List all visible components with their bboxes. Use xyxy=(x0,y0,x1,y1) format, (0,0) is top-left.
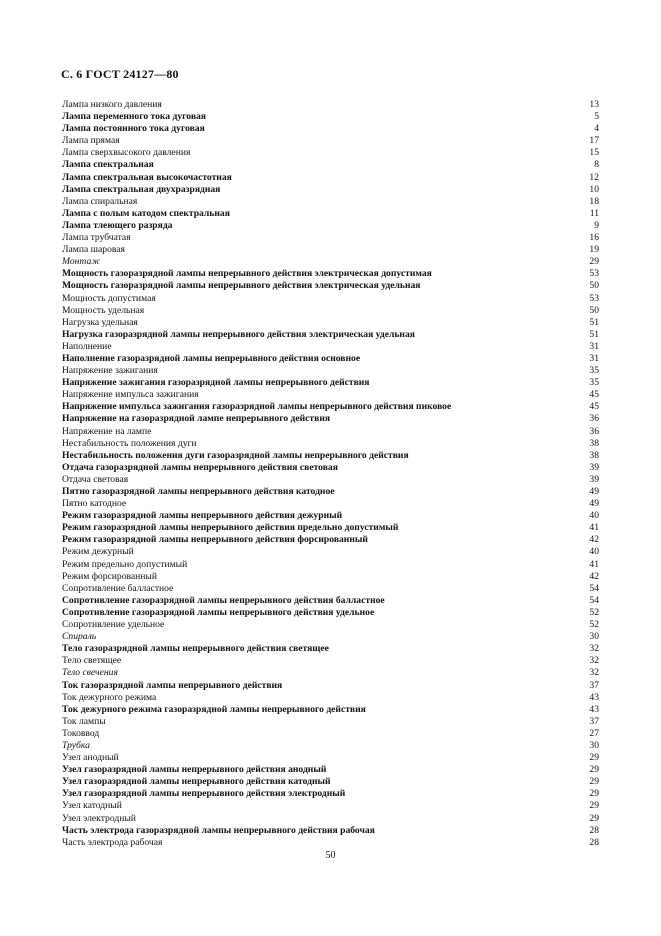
index-entry xyxy=(62,595,599,607)
index-entry xyxy=(62,99,599,111)
index-page-ref: 36 xyxy=(589,413,599,425)
index-term: Нестабильность положения дуги xyxy=(62,437,197,449)
index-page-ref: 27 xyxy=(589,727,599,739)
index-term: Лампа низкого давления xyxy=(62,99,162,110)
index-page-ref: 13 xyxy=(589,99,599,110)
index-term: Спираль xyxy=(62,631,97,643)
index-page-ref: 49 xyxy=(589,498,599,510)
index-term: Отдача световая xyxy=(62,473,129,485)
index-entry xyxy=(62,184,599,196)
index-term: Напряжение на лампе xyxy=(62,425,152,437)
index-page-ref: 52 xyxy=(589,606,599,618)
index-entry xyxy=(62,462,599,474)
page-header: С. 6 ГОСТ 24127—80 xyxy=(61,67,179,81)
index-entry xyxy=(62,704,599,716)
index-page-ref: 42 xyxy=(589,534,599,546)
index-page-ref: 36 xyxy=(589,425,599,437)
index-page-ref: 30 xyxy=(589,739,599,751)
index-page-ref: 19 xyxy=(589,244,599,256)
index-page-ref: 32 xyxy=(589,667,599,679)
index-page-ref: 40 xyxy=(589,546,599,558)
index-term: Лампа спектральная xyxy=(62,159,154,171)
index-term: Лампа тлеющего разряда xyxy=(62,219,173,231)
index-entry xyxy=(62,474,599,486)
index-entry xyxy=(62,716,599,728)
index-term: Часть электрода рабочая xyxy=(62,836,163,848)
index-entry xyxy=(62,305,599,317)
index-page-ref: 40 xyxy=(589,510,599,522)
index-term: Мощность допустимая xyxy=(62,292,156,304)
index-entry xyxy=(62,728,599,740)
index-entry xyxy=(62,438,599,450)
index-page-ref: 29 xyxy=(589,800,599,812)
index-entry xyxy=(62,244,599,256)
index-entry xyxy=(62,825,599,837)
index-term: Сопротивление балластное xyxy=(62,582,174,594)
index-term: Лампа прямая xyxy=(62,135,120,147)
index-term: Наполнение газоразрядной лампы непрерывного действия основное xyxy=(62,352,361,364)
index-term: Режим газоразрядной лампы непрерывного действия дежурный xyxy=(62,510,343,522)
index-entry xyxy=(62,365,599,377)
index-page-ref: 45 xyxy=(589,401,599,413)
index-term: Ток газоразрядной лампы непрерывного действия xyxy=(62,679,283,691)
index-term: Тело светящее xyxy=(62,655,122,667)
index-page-ref: 17 xyxy=(589,135,599,147)
index-term: Токоввод xyxy=(62,727,100,739)
index-entry xyxy=(62,510,599,522)
index-entry xyxy=(62,498,599,510)
index-term: Тело газоразрядной лампы непрерывного действия светящее xyxy=(62,643,329,655)
index-page-ref: 50 xyxy=(589,280,599,292)
index-entry xyxy=(62,196,599,208)
index-page-ref: 41 xyxy=(589,558,599,570)
index-term: Лампа переменного тока дуговая xyxy=(62,111,206,123)
index-term: Тело свечения xyxy=(62,667,118,679)
index-page-ref: 39 xyxy=(589,473,599,485)
index-page-ref: 29 xyxy=(589,812,599,824)
index-page-ref: 52 xyxy=(589,619,599,631)
index-page-ref: 51 xyxy=(589,316,599,328)
index-entry xyxy=(62,280,599,292)
index-term: Пятно газоразрядной лампы непрерывного действия катодное xyxy=(62,486,335,497)
index-term: Режим форсированный xyxy=(62,570,158,582)
index-page-ref: 38 xyxy=(589,449,599,461)
index-entry xyxy=(62,776,599,788)
page-number: 50 xyxy=(325,850,336,861)
index-entry xyxy=(62,329,599,341)
index-entry xyxy=(62,159,599,171)
index-term: Отдача газоразрядной лампы непрерывного действия световая xyxy=(62,461,338,473)
index-term: Мощность газоразрядной лампы непрерывного действия электрическая удельная xyxy=(62,280,421,292)
index-term: Напряжение на газоразрядной лампе непрерывного действия xyxy=(62,413,331,425)
index-entry xyxy=(62,389,599,401)
index-term: Узел анодный xyxy=(62,752,119,764)
index-term: Узел катодный xyxy=(62,800,122,812)
index-entry xyxy=(62,450,599,462)
index-entry xyxy=(62,208,599,220)
index-term: Напряжение импульса зажигания xyxy=(62,389,199,401)
index-entry xyxy=(62,135,599,147)
index-term: Трубка xyxy=(62,739,90,751)
index-term: Сопротивление удельное xyxy=(62,619,165,631)
index-term: Ток лампы xyxy=(62,715,106,727)
alphabetical-index xyxy=(62,99,599,849)
index-term: Лампа с полым катодом спектральная xyxy=(62,207,230,219)
index-entry xyxy=(62,220,599,232)
index-page-ref: 29 xyxy=(589,764,599,776)
index-term: Ток дежурного режима xyxy=(62,691,157,703)
index-entry xyxy=(62,401,599,413)
index-entry xyxy=(62,413,599,425)
index-term: Режим предельно допустимый xyxy=(62,558,188,570)
index-term: Нагрузка удельная xyxy=(62,316,138,328)
index-page-ref: 54 xyxy=(589,594,599,606)
index-page-ref: 15 xyxy=(589,147,599,159)
index-page-ref: 31 xyxy=(589,340,599,352)
index-term: Узел газоразрядной лампы непрерывного действия электродный xyxy=(62,788,346,800)
index-term: Лампа постоянного тока дуговая xyxy=(62,123,205,135)
index-term: Напряжение зажигания газоразрядной лампы непрерывного действия xyxy=(62,377,370,389)
index-page-ref: 37 xyxy=(589,679,599,691)
index-page-ref: 29 xyxy=(589,776,599,788)
index-entry xyxy=(62,619,599,631)
index-entry xyxy=(62,232,599,244)
index-term: Сопротивление газоразрядной лампы непрерывного действия балластное xyxy=(62,594,385,606)
index-entry xyxy=(62,559,599,571)
index-entry xyxy=(62,426,599,438)
index-entry xyxy=(62,293,599,305)
index-page-ref: 53 xyxy=(589,292,599,304)
index-entry xyxy=(62,571,599,583)
index-entry xyxy=(62,764,599,776)
index-page-ref: 28 xyxy=(589,824,599,836)
index-term: Нагрузка газоразрядной лампы непрерывного действия электрическая удельная xyxy=(62,328,415,340)
index-entry xyxy=(62,680,599,692)
index-entry xyxy=(62,522,599,534)
index-term: Наполнение xyxy=(62,340,112,352)
index-entry xyxy=(62,643,599,655)
index-term: Лампа спектральная двухразрядная xyxy=(62,183,221,195)
index-page-ref: 10 xyxy=(589,183,599,195)
index-page-ref: 35 xyxy=(589,377,599,389)
index-entry xyxy=(62,353,599,365)
index-entry xyxy=(62,740,599,752)
index-term: Нестабильность положения дуги газоразрядной лампы непрерывного действия xyxy=(62,449,409,461)
index-page-ref: 54 xyxy=(589,582,599,594)
index-term: Режим газоразрядной лампы непрерывного действия форсированный xyxy=(62,534,368,546)
index-term: Часть электрода газоразрядной лампы непрерывного действия рабочая xyxy=(62,824,375,836)
index-term: Режим дежурный xyxy=(62,546,134,558)
index-term: Лампа сверхвысокого давления xyxy=(62,147,191,159)
index-entry xyxy=(62,631,599,643)
index-page-ref: 53 xyxy=(589,268,599,280)
index-page-ref: 16 xyxy=(589,232,599,244)
index-page-ref: 45 xyxy=(589,389,599,401)
index-term: Узел газоразрядной лампы непрерывного действия анодный xyxy=(62,764,327,776)
index-page-ref: 43 xyxy=(589,691,599,703)
index-term: Лампа спектральная высокочастотная xyxy=(62,171,232,183)
index-term: Лампа шаровая xyxy=(62,244,125,256)
index-entry xyxy=(62,341,599,353)
index-term: Лампа спиральная xyxy=(62,195,138,207)
index-entry xyxy=(62,813,599,825)
index-page-ref: 43 xyxy=(589,703,599,715)
index-page-ref: 31 xyxy=(589,352,599,364)
index-page-ref: 12 xyxy=(589,171,599,183)
index-term: Режим газоразрядной лампы непрерывного действия предельно допустимый xyxy=(62,522,399,534)
index-page-ref: 41 xyxy=(589,522,599,534)
index-page-ref: 4 xyxy=(594,123,599,135)
index-term: Мощность удельная xyxy=(62,304,145,316)
index-term: Лампа трубчатая xyxy=(62,232,131,244)
index-entry xyxy=(62,752,599,764)
index-page-ref: 42 xyxy=(589,570,599,582)
index-term: Мощность газоразрядной лампы непрерывного действия электрическая допустимая xyxy=(62,268,432,280)
index-term: Пятно катодное xyxy=(62,498,127,510)
index-entry xyxy=(62,147,599,159)
index-entry xyxy=(62,486,599,498)
index-entry xyxy=(62,111,599,123)
index-entry xyxy=(62,583,599,595)
index-term: Узел электродный xyxy=(62,812,136,824)
index-term: Монтаж xyxy=(62,256,101,268)
index-entry xyxy=(62,317,599,329)
index-page-ref: 29 xyxy=(589,788,599,800)
index-entry xyxy=(62,172,599,184)
index-term: Напряжение импульса зажигания газоразрядной лампы непрерывного действия пиковое xyxy=(62,401,452,413)
index-term: Напряжение зажигания xyxy=(62,365,158,377)
index-page-ref: 9 xyxy=(594,219,599,231)
index-entry xyxy=(62,667,599,679)
index-entry xyxy=(62,837,599,849)
index-page-ref: 18 xyxy=(589,195,599,207)
index-page-ref: 50 xyxy=(589,304,599,316)
index-page-ref: 28 xyxy=(589,836,599,848)
index-page-ref: 5 xyxy=(594,111,599,123)
index-page-ref: 29 xyxy=(589,752,599,764)
index-term: Ток дежурного режима газоразрядной лампы непрерывного действия xyxy=(62,703,366,715)
index-entry xyxy=(62,607,599,619)
index-page-ref: 35 xyxy=(589,365,599,377)
index-entry xyxy=(62,123,599,135)
index-entry xyxy=(62,534,599,546)
index-page-ref: 32 xyxy=(589,655,599,667)
index-entry xyxy=(62,655,599,667)
index-page-ref: 37 xyxy=(589,715,599,727)
index-entry xyxy=(62,377,599,389)
index-page-ref: 39 xyxy=(589,461,599,473)
index-page-ref: 11 xyxy=(589,207,599,219)
index-page-ref: 29 xyxy=(589,256,599,268)
index-page-ref: 51 xyxy=(589,328,599,340)
index-entry xyxy=(62,268,599,280)
index-entry xyxy=(62,256,599,268)
index-entry xyxy=(62,788,599,800)
index-entry xyxy=(62,692,599,704)
index-term: Узел газоразрядной лампы непрерывного действия катодный xyxy=(62,776,331,788)
index-entry xyxy=(62,800,599,812)
index-page-ref: 8 xyxy=(594,159,599,171)
index-page-ref: 32 xyxy=(589,643,599,655)
index-term: Сопротивление газоразрядной лампы непрерывного действия удельное xyxy=(62,606,375,618)
index-page-ref: 49 xyxy=(589,486,599,497)
index-page-ref: 38 xyxy=(589,437,599,449)
index-page-ref: 30 xyxy=(589,631,599,643)
index-entry xyxy=(62,546,599,558)
